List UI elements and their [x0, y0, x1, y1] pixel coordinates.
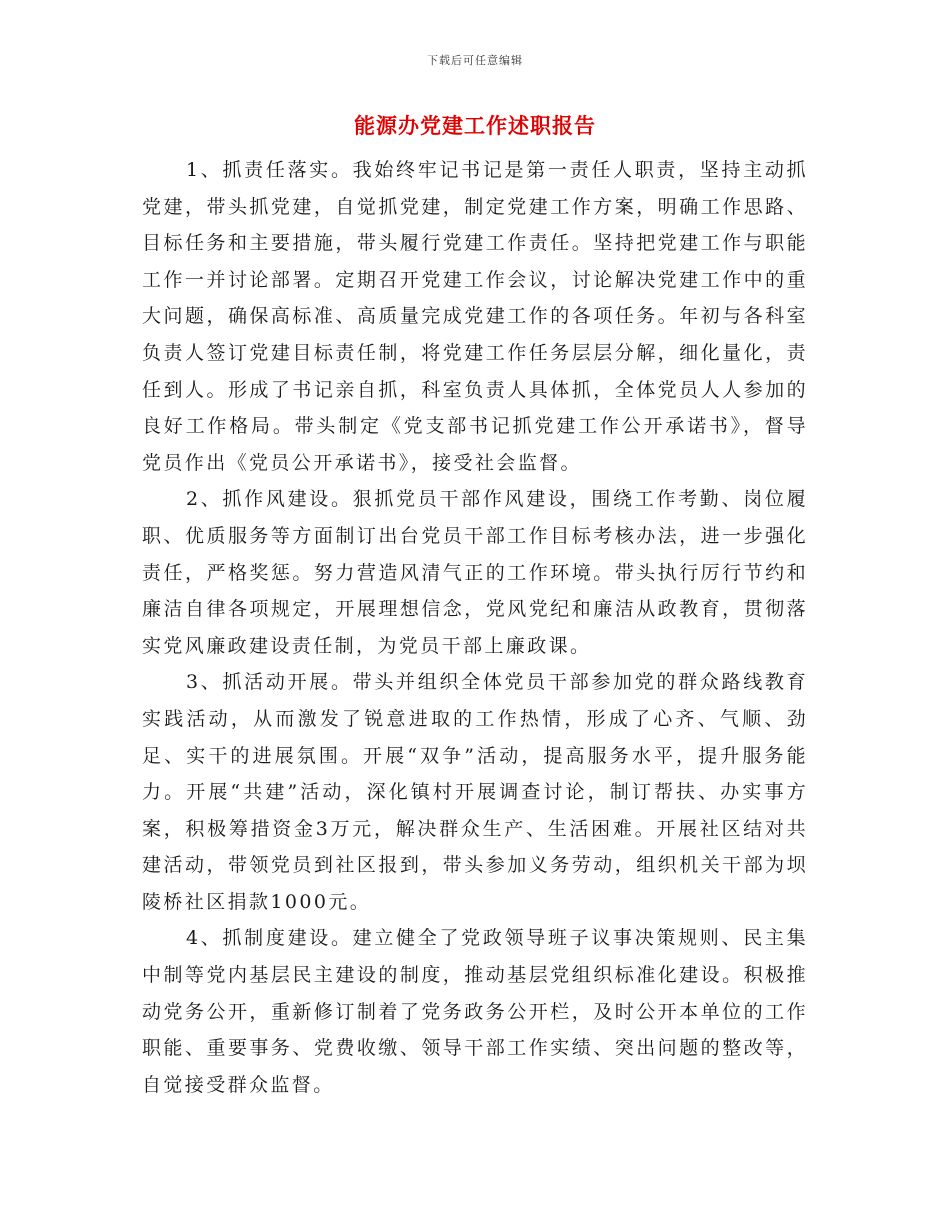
document-body [142, 152, 808, 1103]
paragraph-activities: 3、抓活动开展。带头并组织全体党员干部参加党的群众路线教育实践活动，从而激发了锐意进取的工作热情，形成了心齐、气顺、劲足、实干的进展氛围。开展“双争”活动，提高服务水平，提升服务能力。开展“共建”活动，深化镇村开展调查讨论，制订帮扶、办实事方案，积极筹措资金3万元，解决群众生产、生活困难。开展社区结对共建活动，带领党员到社区报到，带头参加义务劳动，组织机关干部为坝陵桥社区捐款1000元。 [142, 671, 808, 913]
header-note: 下载后可任意编辑 [427, 54, 523, 67]
paragraph-work-style: 2、抓作风建设。狠抓党员干部作风建设，围绕工作考勤、岗位履职、优质服务等方面制订出台党员干部工作目标考核办法，进一步强化责任，严格奖惩。努力营造风清气正的工作环境。带头执行厉行节约和廉洁自律各项规定，开展理想信念，党风党纪和廉洁从政教育，贯彻落实党风廉政建设责任制，为党员干部上廉政课。 [142, 488, 808, 657]
document-title: 能源办党建工作述职报告 [354, 113, 596, 138]
paragraph-institutions: 4、抓制度建设。建立健全了党政领导班子议事决策规则、民主集中制等党内基层民主建设的制度，推动基层党组织标准化建设。积极推动党务公开，重新修订制着了党务政务公开栏，及时公开本单位的工作职能、重要事务、党费收缴、领导干部工作实绩、突出问题的整改等，自觉接受群众监督。 [142, 927, 808, 1096]
paragraph-responsibility: 1、抓责任落实。我始终牢记书记是第一责任人职责，坚持主动抓党建，带头抓党建，自觉抓党建，制定党建工作方案，明确工作思路、目标任务和主要措施，带头履行党建工作责任。坚持把党建工作与职能工作一并讨论部署。定期召开党建工作会议，讨论解决党建工作中的重大问题，确保高标准、高质量完成党建工作的各项任务。年初与各科室负责人签订党建目标责任制，将党建工作任务层层分解，细化量化，责任到人。形成了书记亲自抓，科室负责人具体抓，全体党员人人参加的良好工作格局。带头制定《党支部书记抓党建工作公开承诺书》，督导党员作出《党员公开承诺书》，接受社会监督。 [142, 159, 808, 474]
